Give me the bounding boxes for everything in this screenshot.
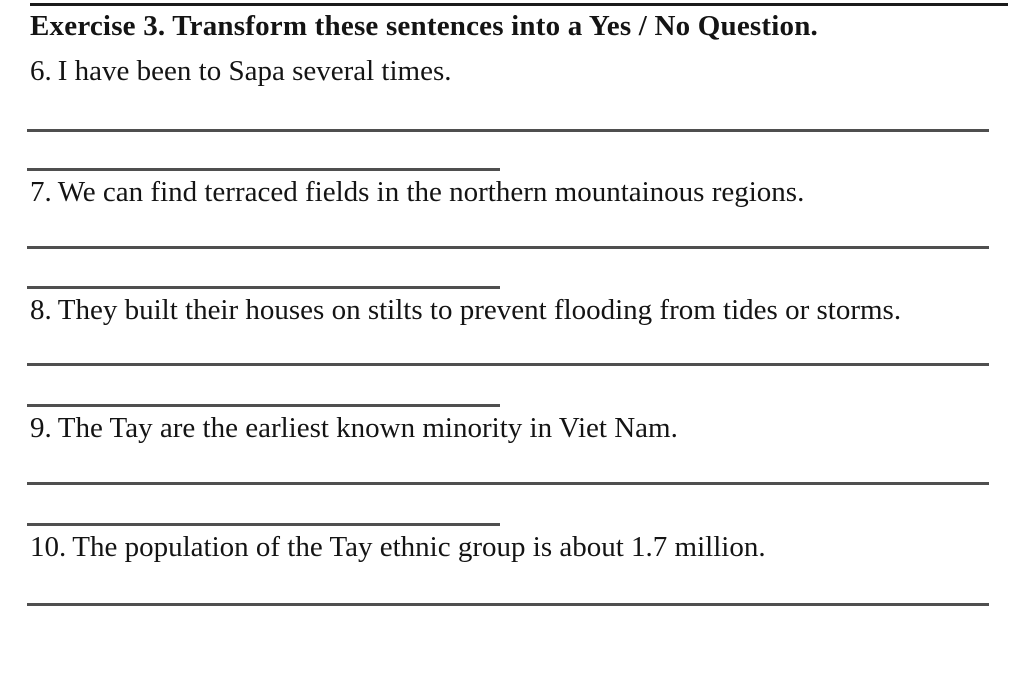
sentence-item-9 xyxy=(30,407,990,450)
sentence-item-10 xyxy=(30,526,990,569)
answer-line-full xyxy=(27,482,989,485)
sentence-number: 6. xyxy=(30,55,52,87)
answer-line-full xyxy=(27,363,989,366)
sentence-text: We can find terraced fields in the northern mountainous regions. xyxy=(57,176,805,208)
sentence-item-8 xyxy=(30,289,990,332)
answer-line-full xyxy=(27,603,989,606)
sentence-text: I have been to Sapa several times. xyxy=(57,55,452,87)
answer-line-full xyxy=(27,246,989,249)
sentence-number: 9. xyxy=(30,412,52,444)
sentence-item-6 xyxy=(30,50,990,93)
sentence-number: 7. xyxy=(30,176,52,208)
sentence-number: 8. xyxy=(30,294,52,326)
worksheet-page xyxy=(0,3,1024,696)
exercise-title: Exercise 3. Transform these sentences into a Yes / No Question. xyxy=(30,10,819,42)
answer-line-full xyxy=(27,129,989,132)
top-divider-rule xyxy=(30,3,1008,6)
sentence-number: 10. xyxy=(30,531,67,563)
sentence-item-7 xyxy=(30,171,990,214)
sentence-text: They built their houses on stilts to prevent flooding from tides or storms. xyxy=(57,294,902,326)
sentence-text: The population of the Tay ethnic group is about 1.7 million. xyxy=(72,531,766,563)
sentence-text: The Tay are the earliest known minority in Viet Nam. xyxy=(57,412,678,444)
